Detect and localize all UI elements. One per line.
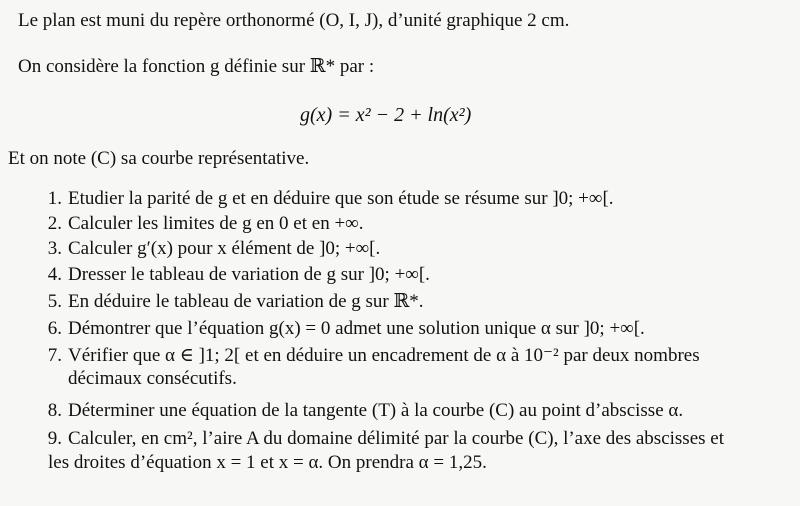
function-formula: g(x) = x² − 2 + ln(x²) <box>300 104 472 126</box>
question-4 <box>40 264 430 285</box>
question-number: 9. <box>47 428 62 449</box>
question-text: Calculer, en cm², l’aire A du domaine délimité par la courbe (C), l’axe des abscisses et <box>68 428 724 449</box>
question-number: 6. <box>47 318 62 339</box>
question-text: Dresser le tableau de variation de g sur ]0; +∞[. <box>68 264 430 285</box>
question-9 <box>40 428 724 449</box>
question-9-continuation: les droites d’équation x = 1 et x = α. On prendra α = 1,25. <box>48 452 487 473</box>
question-number: 1. <box>47 188 62 209</box>
question-number: 2. <box>47 213 62 234</box>
intro-line-1: Le plan est muni du repère orthonormé (O, I, J), d’unité graphique 2 cm. <box>18 10 570 31</box>
question-number: 3. <box>47 238 62 259</box>
question-number: 7. <box>47 345 62 366</box>
question-1 <box>40 188 614 209</box>
question-7 <box>40 345 700 366</box>
intro-line-2: On considère la fonction g définie sur ℝ* par : <box>18 56 375 77</box>
question-5 <box>40 291 424 312</box>
question-number: 4. <box>47 264 62 285</box>
question-text: Calculer g′(x) pour x élément de ]0; +∞[. <box>68 238 381 259</box>
question-number: 8. <box>47 400 62 421</box>
question-number: 5. <box>47 291 62 312</box>
question-text: Calculer les limites de g en 0 et en +∞. <box>68 213 364 234</box>
question-3 <box>40 238 380 259</box>
question-6 <box>40 318 645 339</box>
question-8 <box>40 400 683 421</box>
question-text: Etudier la parité de g et en déduire que son étude se résume sur ]0; +∞[. <box>68 188 614 209</box>
intro-line-3: Et on note (C) sa courbe représentative. <box>8 148 310 169</box>
question-text: Déterminer une équation de la tangente (T) à la courbe (C) au point d’abscisse α. <box>68 400 684 421</box>
question-text: Démontrer que l’équation g(x) = 0 admet une solution unique α sur ]0; +∞[. <box>68 318 645 339</box>
question-2 <box>40 213 363 234</box>
question-text: Vérifier que α ∈ ]1; 2[ et en déduire un encadrement de α à 10⁻² par deux nombres <box>68 345 700 366</box>
question-7-continuation: décimaux consécutifs. <box>68 368 237 389</box>
question-text: En déduire le tableau de variation de g sur ℝ*. <box>68 291 424 312</box>
